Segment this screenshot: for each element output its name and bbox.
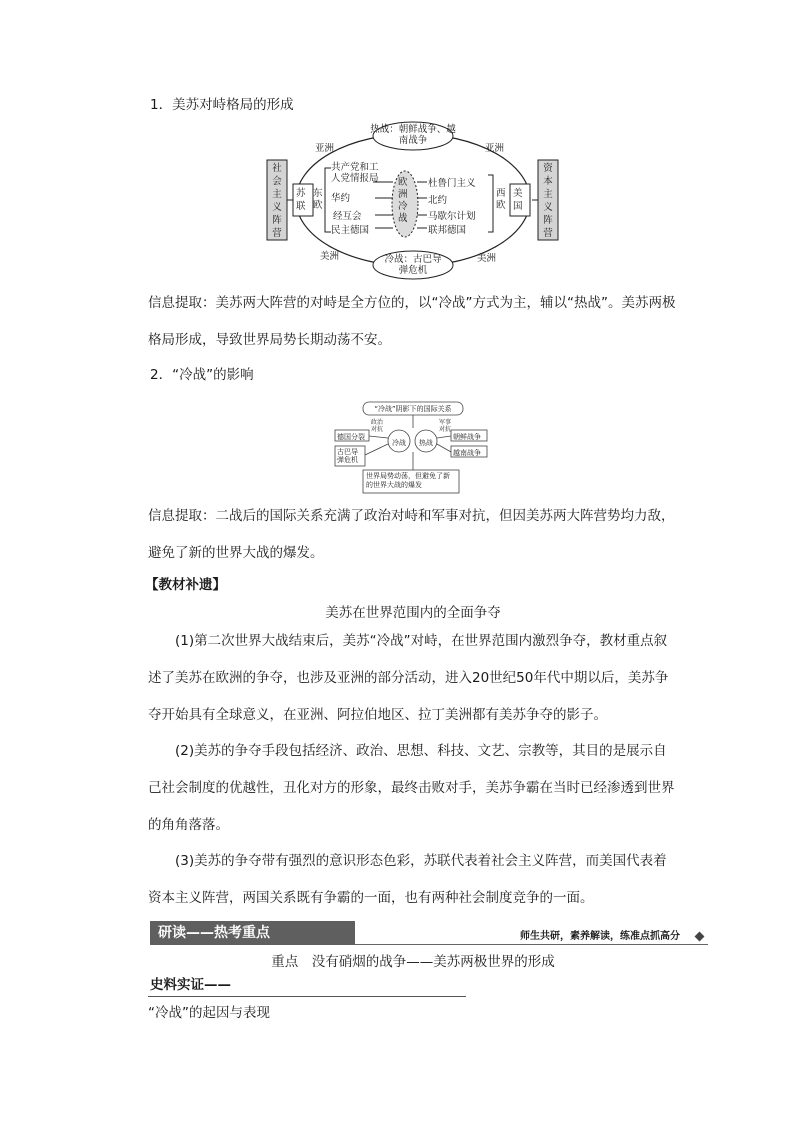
info-extraction-1: 信息提取：美苏两大阵营的对峙是全方位的，以“冷战”方式为主，辅以“热战”。美苏两极格局形成，导致世界局势长期动荡不安。 [148,295,676,348]
impact-cuba-label: 古巴导弹危机 [337,448,358,464]
focus-title: 重点 没有硝烟的战争——美苏两极世界的形成 [271,954,555,970]
supplement-title: 美苏在世界范围内的全面争夺 [325,605,501,621]
supplement-paragraph-1: (1)第二次世界大战结束后，美苏“冷战”对峙，在世界范围内激烈争夺，教材重点叙述了美苏在欧洲的争夺，也涉及亚洲的部分活动，进入20世纪50年代中期以后，美苏争夺开始具有全球意义，在亚洲、阿拉伯地区、拉丁美洲都有美苏争夺的影子。 [148,633,669,723]
left-item-comecon: 经互会 [333,211,362,222]
supplement-paragraph-2: (2)美苏的争夺手段包括经济、政治、思想、科技、文艺、宗教等，其目的是展示自己社会制度的优越性，丑化对方的形象，最终击败对手，美苏争霸在当时已经渗透到世界的角角落落。 [148,743,675,833]
ussr-label: 苏联 [296,188,306,212]
military-confrontation-label: 军事对抗 [439,419,452,433]
impact-top-label: “冷战”阴影下的国际关系 [374,405,452,413]
right-item-frg: 联邦德国 [428,225,467,236]
left-item-gdr: 民主德国 [331,225,370,236]
impact-korea-label: 朝鲜战争 [453,433,481,441]
socialist-camp-label: 社会主义阵营 [272,163,282,239]
impact-cold-label: 冷战 [392,439,406,447]
cold-war-label: 冷战：古巴导弹危机 [384,254,442,276]
left-item-warsaw: 华约 [331,193,351,204]
america-left-label: 美洲 [320,251,340,262]
political-confrontation-label: 政治对抗 [371,419,384,433]
focus-subtitle: “冷战”的起因与表现 [148,1005,270,1021]
diamond-icon [695,932,705,942]
banner-slogan: 师生共研，素养解读，练准点抓高分 [520,931,680,942]
capitalist-camp-label: 资本主义阵营 [543,163,553,239]
europe-cold-war-label: 欧洲冷战 [398,177,408,224]
impact-hot-label: 热战 [419,439,433,447]
banner-tag-background [150,921,355,945]
info-extraction-2: 信息提取：二战后的国际关系充满了政治对峙和军事对抗，但因美苏两大阵营势均力敌，避免了新的世界大战的爆发。 [148,508,675,561]
section-title-1: 1．美苏对峙格局的形成 [150,97,294,113]
asia-left-label: 亚洲 [315,143,335,154]
west-europe-label: 西欧 [496,188,506,211]
bipolar-diagram [265,120,560,280]
left-item-cominform: 共产党和工人党情报局 [331,162,379,184]
impact-bottom-label: 世界局势动荡，但避免了新的世界大战的爆发 [366,472,450,489]
east-europe-label: 东欧 [313,188,323,211]
evidence-heading: 史料实证—— [150,977,231,993]
cold-war-impact-diagram [333,400,493,495]
america-right-label: 美洲 [477,253,497,264]
right-item-marshall: 马歇尔计划 [428,211,476,222]
impact-vietnam-label: 越南战争 [453,449,481,457]
hot-war-label: 热战：朝鲜战争、越南战争 [370,124,456,146]
section-title-2: 2．“冷战”的影响 [150,367,254,383]
evidence-underline [148,996,466,997]
banner-tag-label: 研读——热考重点 [158,925,270,941]
right-item-nato: 北约 [428,195,448,206]
asia-right-label: 亚洲 [485,143,505,154]
right-item-truman: 杜鲁门主义 [428,178,476,189]
supplement-paragraph-3: (3)美苏的争夺带有强烈的意识形态色彩，苏联代表着社会主义阵营，而美国代表着资本主义阵营，两国关系既有争霸的一面，也有两种社会制度竞争的一面。 [148,853,667,906]
impact-germany-label: 德国分裂 [337,433,365,441]
usa-label: 美国 [513,188,523,212]
supplement-heading: 【教材补遗】 [145,577,226,593]
